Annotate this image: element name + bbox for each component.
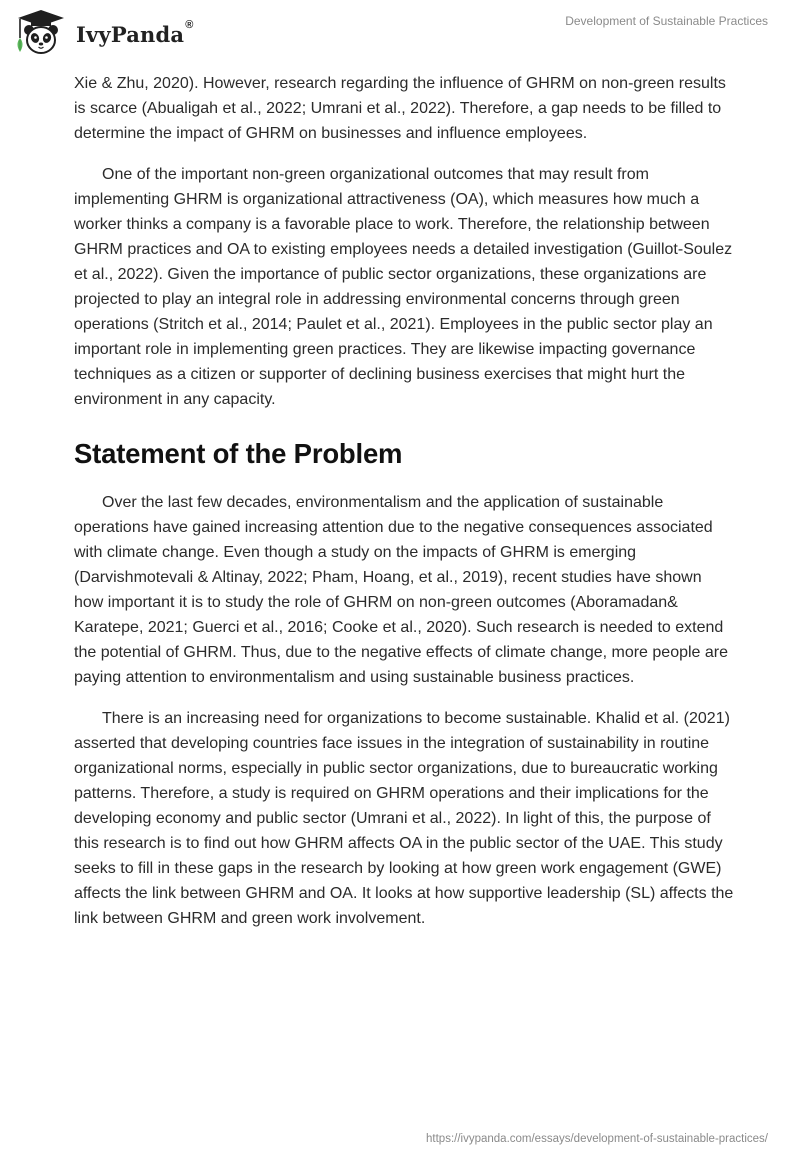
document-title: Development of Sustainable Practices	[565, 14, 768, 28]
brand-name: IvyPanda®	[76, 18, 194, 47]
essay-content	[74, 71, 734, 947]
panda-graduate-icon	[14, 8, 68, 58]
paragraph-research-purpose: There is an increasing need for organizations to become sustainable. Khalid et al. (2021) asserted that developing countries face issues in the integration of sustainability in routine organizational norms, especially in public sector organizations, due to bureaucratic working patterns. Therefore, a study is required on GHRM operations and their implications for the developing economy and public sector (Umrani et al., 2022). In light of this, the purpose of this research is to find out how GHRM affects OA in the public sector of the UAE. This study seeks to fill in these gaps in the research by looking at how green work engagement (GWE) affects the link between GHRM and OA. It looks at how supportive leadership (SL) affects the link between GHRM and green work involvement.	[74, 710, 734, 927]
page-header	[0, 0, 800, 60]
paragraph-problem-context: Over the last few decades, environmentalism and the application of sustainable operations have gained increasing attention due to the negative consequences associated with climate change. Even though a study on the impacts of GHRM is emerging (Darvishmotevali & Altinay, 2022; Pham, Hoang, et al., 2019), recent studies have shown how important it is to study the role of GHRM on non-green outcomes (Aboramadan& Karatepe, 2021; Guerci et al., 2016; Cooke et al., 2020). Such research is needed to extend the potential of GHRM. Thus, due to the negative effects of climate change, more people are paying attention to environmentalism and using sustainable business practices.	[74, 494, 729, 686]
paragraph-continuation: Xie & Zhu, 2020). However, research regarding the influence of GHRM on non-green results is scarce (Abualigah et al., 2022; Umrani et al., 2022). Therefore, a gap needs to be filled to determine the impact of GHRM on businesses and influence employees.	[74, 75, 726, 142]
brand-logo[interactable]	[14, 8, 194, 58]
registered-mark: ®	[185, 18, 194, 31]
source-url[interactable]: https://ivypanda.com/essays/development-of-sustainable-practices/	[426, 1133, 768, 1145]
section-heading: Statement of the Problem	[74, 438, 403, 469]
paragraph-organizational-attractiveness: One of the important non-green organizational outcomes that may result from implementing GHRM is organizational attractiveness (OA), which measures how much a worker thinks a company is a favorable place to work. Therefore, the relationship between GHRM practices and OA to existing employees needs a detailed investigation (Guillot-Soulez et al., 2022). Given the importance of public sector organizations, these organizations are projected to play an integral role in addressing environmental concerns through green operations (Stritch et al., 2014; Paulet et al., 2021). Employees in the public sector play an important role in implementing green practices. They are likewise impacting governance techniques as a citizen or supporter of declining business exercises that might hurt the environment in any capacity.	[74, 166, 733, 408]
